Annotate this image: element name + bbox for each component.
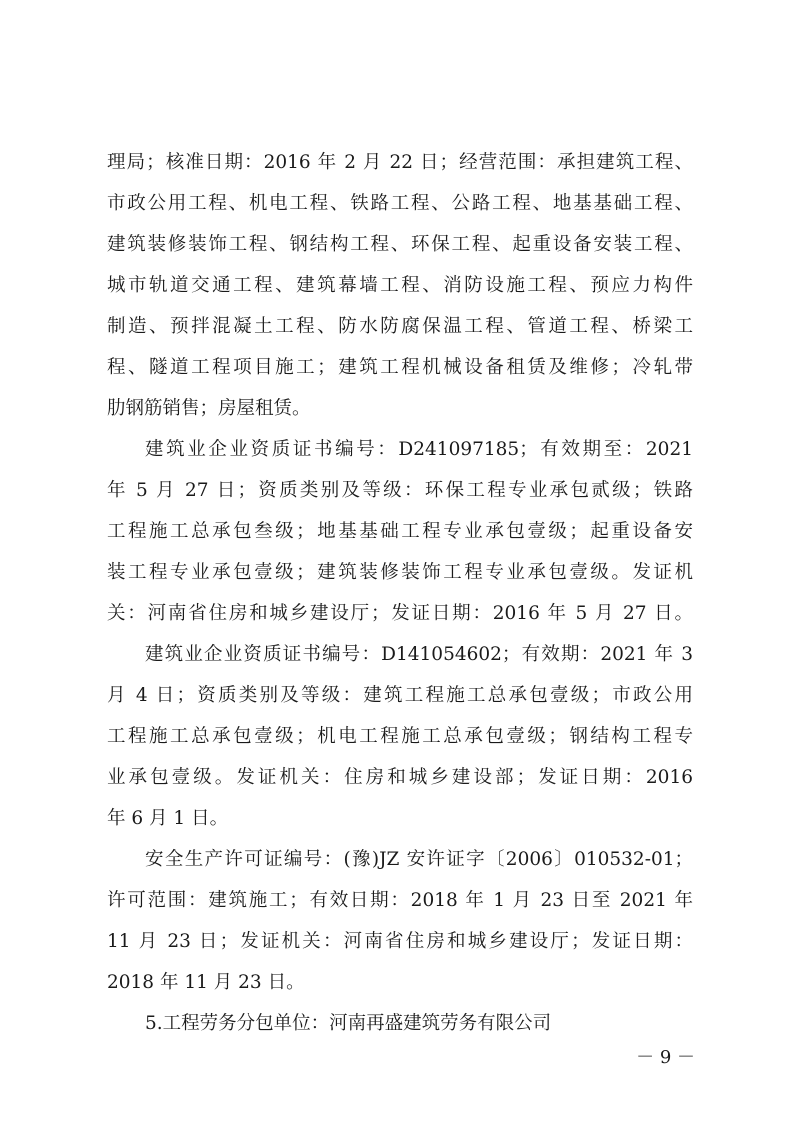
text-line: 关：河南省住房和城乡建设厅；发证日期：2016 年 5 月 27 日。 — [107, 603, 693, 624]
text-line: 工程施工总承包叁级；地基基础工程专业承包壹级；起重设备安 — [107, 521, 693, 542]
text-line: 2018 年 11 月 23 日。 — [107, 972, 305, 993]
text-line: 11 月 23 日；发证机关：河南省住房和城乡建设厅；发证日期： — [107, 931, 693, 952]
text-line: 工程施工总承包壹级；机电工程施工总承包壹级；钢结构工程专 — [107, 726, 693, 747]
text-line: 制造、预拌混凝土工程、防水防腐保温工程、管道工程、桥梁工 — [107, 316, 693, 337]
text-line: 年 6 月 1 日。 — [107, 808, 229, 829]
text-line: 理局；核准日期：2016 年 2 月 22 日；经营范围：承担建筑工程、 — [107, 152, 693, 173]
text-line: 建筑装修装饰工程、钢结构工程、环保工程、起重设备安装工程、 — [107, 234, 693, 255]
text-line: 建筑业企业资质证书编号：D241097185；有效期至：2021 — [145, 439, 693, 460]
section-heading: 5.工程劳务分包单位：河南再盛建筑劳务有限公司 — [145, 1013, 552, 1034]
text-line: 城市轨道交通工程、建筑幕墙工程、消防设施工程、预应力构件 — [107, 275, 693, 296]
text-line: 月 4 日；资质类别及等级：建筑工程施工总承包壹级；市政公用 — [107, 685, 693, 706]
page-number: － 9 － — [636, 1047, 695, 1068]
text-line: 安全生产许可证编号：(豫)JZ 安许证字〔2006〕010532-01； — [145, 849, 693, 870]
text-line: 市政公用工程、机电工程、铁路工程、公路工程、地基基础工程、 — [107, 193, 693, 214]
text-line: 年 5 月 27 日；资质类别及等级：环保工程专业承包贰级；铁路 — [107, 480, 693, 501]
text-line: 程、隧道工程项目施工；建筑工程机械设备租赁及维修；冷轧带 — [107, 357, 693, 378]
text-line: 装工程专业承包壹级；建筑装修装饰工程专业承包壹级。发证机 — [107, 562, 693, 583]
text-line: 业承包壹级。发证机关：住房和城乡建设部；发证日期：2016 — [107, 767, 693, 788]
text-line: 肋钢筋销售；房屋租赁。 — [107, 398, 311, 419]
text-line: 许可范围：建筑施工；有效日期：2018 年 1 月 23 日至 2021 年 — [107, 890, 693, 911]
text-line: 建筑业企业资质证书编号：D141054602；有效期：2021 年 3 — [145, 644, 693, 665]
